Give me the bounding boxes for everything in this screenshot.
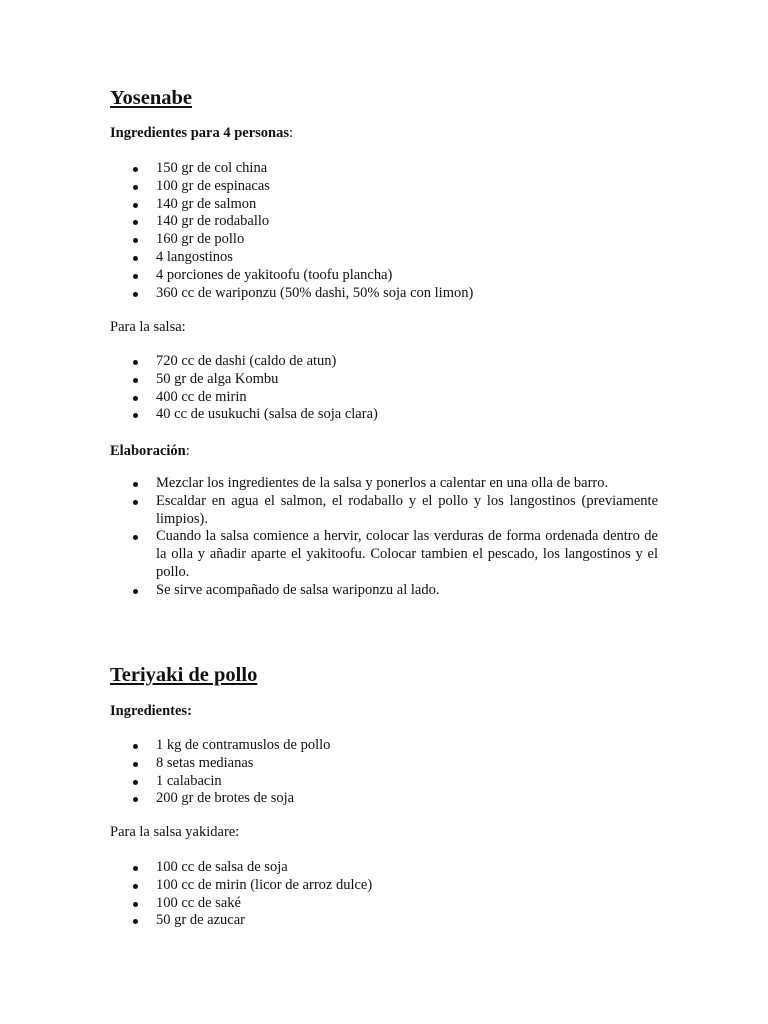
sauce-heading: Para la salsa:	[110, 319, 186, 335]
ingredients-list	[110, 737, 658, 808]
steps-heading-text: Elaboración	[110, 443, 186, 459]
ingredient-item: 160 gr de pollo	[110, 231, 658, 249]
sauce-item: 720 cc de dashi (caldo de atun)	[110, 353, 658, 371]
ingredients-heading-text: Ingredientes para 4 personas	[110, 125, 289, 141]
ingredient-item: 4 langostinos	[110, 249, 658, 267]
sauce-list	[110, 859, 658, 930]
step-item: Cuando la salsa comience a hervir, colocar las verduras de forma ordenada dentro de la olla y añadir aparte el yakitoofu. Colocar tambien el pescado, los langostinos y el pollo.	[110, 528, 658, 581]
steps-list	[110, 475, 658, 600]
sauce-item: 100 cc de mirin (licor de arroz dulce)	[110, 877, 658, 895]
step-item: Se sirve acompañado de salsa wariponzu al lado.	[110, 582, 658, 600]
ingredients-heading-text: Ingredientes:	[110, 703, 192, 719]
ingredient-item: 140 gr de rodaballo	[110, 213, 658, 231]
ingredients-heading	[110, 124, 293, 142]
sauce-item: 100 cc de saké	[110, 895, 658, 913]
ingredient-item: 4 porciones de yakitoofu (toofu plancha)	[110, 267, 658, 285]
sauce-item: 100 cc de salsa de soja	[110, 859, 658, 877]
step-item: Mezclar los ingredientes de la salsa y ponerlos a calentar en una olla de barro.	[110, 475, 658, 493]
ingredient-item: 200 gr de brotes de soja	[110, 790, 658, 808]
ingredient-item: 1 calabacin	[110, 773, 658, 791]
sauce-heading: Para la salsa yakidare:	[110, 824, 240, 840]
steps-heading-colon: :	[185, 443, 190, 459]
recipe-title: Yosenabe	[110, 87, 193, 109]
recipe-title: Teriyaki de pollo	[110, 664, 258, 686]
sauce-item: 50 gr de azucar	[110, 912, 658, 930]
ingredients-list	[110, 160, 658, 302]
ingredient-item: 100 gr de espinacas	[110, 178, 658, 196]
step-item: Escaldar en agua el salmon, el rodaballo y el pollo y los langostinos (previamente limpios).	[110, 493, 658, 529]
ingredient-item: 140 gr de salmon	[110, 196, 658, 214]
sauce-list	[110, 353, 658, 424]
ingredients-heading-colon: :	[288, 125, 294, 141]
steps-heading	[110, 442, 190, 460]
sauce-item: 50 gr de alga Kombu	[110, 371, 658, 389]
ingredients-heading	[110, 702, 192, 720]
ingredient-item: 360 cc de wariponzu (50% dashi, 50% soja con limon)	[110, 285, 658, 303]
ingredient-item: 150 gr de col china	[110, 160, 658, 178]
sauce-item: 40 cc de usukuchi (salsa de soja clara)	[110, 406, 658, 424]
ingredient-item: 8 setas medianas	[110, 755, 658, 773]
sauce-item: 400 cc de mirin	[110, 389, 658, 407]
ingredient-item: 1 kg de contramuslos de pollo	[110, 737, 658, 755]
